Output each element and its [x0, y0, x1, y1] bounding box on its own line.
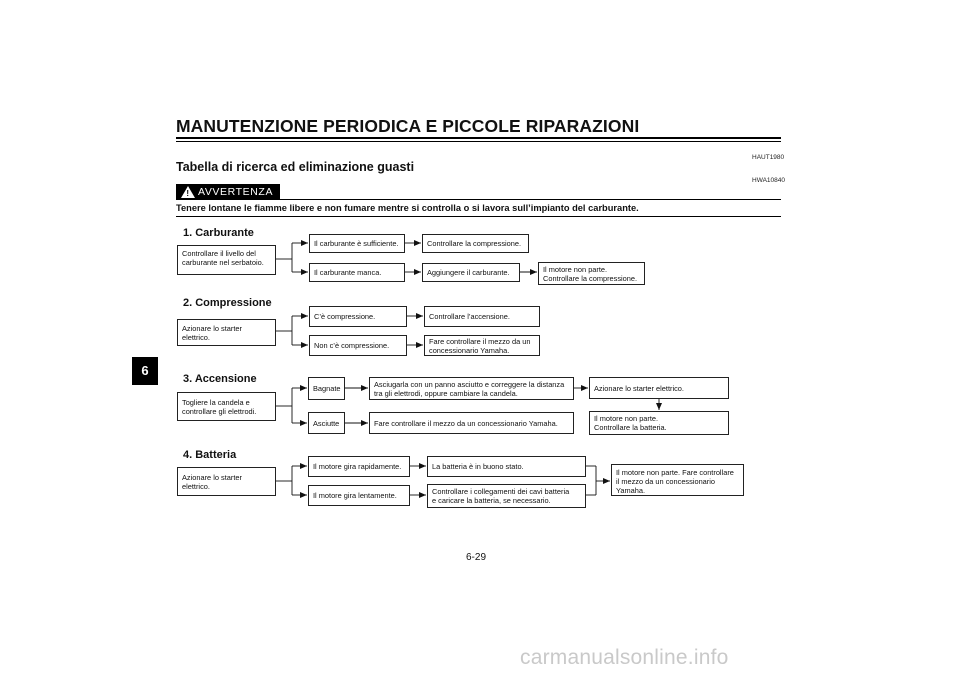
engine-slow-box: Il motore gira lentamente. — [308, 485, 410, 506]
ignition-start-box: Azionare lo starter elettrico. — [589, 377, 729, 399]
section-title: Tabella di ricerca ed eliminazione guasti — [176, 160, 415, 174]
fuel-missing-box: Il carburante manca. — [309, 263, 405, 282]
engine-fast-box: Il motore gira rapidamente. — [308, 456, 410, 477]
section-3-title: 3. Accensione — [183, 373, 257, 385]
warning-code: HWA10840 — [752, 177, 785, 184]
dry-electrodes-box: Asciutte — [308, 412, 345, 434]
watermark: carmanualsonline.info — [520, 646, 729, 669]
check-compression-box: Controllare la compressione. — [422, 234, 529, 253]
warning-badge-label: AVVERTENZA — [198, 186, 274, 198]
chapter-tab: 6 — [132, 357, 158, 385]
fuel-sufficient-box: Il carburante è sufficiente. — [309, 234, 405, 253]
ignition-dealer-box: Fare controllare il mezzo da un concessionario Yamaha. — [369, 412, 574, 434]
fuel-check-box: Controllare il livello del carburante nel serbatoio. — [177, 245, 276, 275]
compression-start-box: Azionare lo starter elettrico. — [177, 319, 276, 346]
no-compression-box: Non c’è compressione. — [309, 335, 407, 356]
section-2-title: 2. Compressione — [183, 297, 272, 309]
exclamation-icon: ! — [186, 189, 190, 198]
compression-ok-box: C’è compressione. — [309, 306, 407, 327]
battery-dealer-box: Il motore non parte. Fare controllare il mezzo da un concessionario Yamaha. — [611, 464, 744, 496]
section-1-title: 1. Carburante — [183, 227, 254, 239]
add-fuel-box: Aggiungere il carburante. — [422, 263, 520, 282]
section-code: HAUT1980 — [752, 154, 785, 161]
battery-good-box: La batteria è in buono stato. — [427, 456, 586, 477]
battery-charge-box: Controllare i collegamenti dei cavi batteria e caricare la batteria, se necessario. — [427, 484, 586, 508]
spark-plug-check-box: Togliere la candela e controllare gli elettrodi. — [177, 392, 276, 421]
fuel-engine-no-start-box: Il motore non parte. Controllare la compressione. — [538, 262, 645, 285]
section-4-title: 4. Batteria — [183, 449, 237, 461]
warning-text: Tenere lontane le fiamme libere e non fumare mentre si controlla o si lavora sull’impianto del carburante. — [176, 203, 639, 213]
wet-electrodes-box: Bagnate — [308, 377, 345, 400]
battery-start-box: Azionare lo starter elettrico. — [177, 467, 276, 496]
page-title: MANUTENZIONE PERIODICA E PICCOLE RIPARAZIONI — [176, 116, 640, 136]
check-ignition-box: Controllare l’accensione. — [424, 306, 540, 327]
compression-dealer-box: Fare controllare il mezzo da un concessionario Yamaha. — [424, 335, 540, 356]
ignition-engine-no-start-box: Il motore non parte. Controllare la batteria. — [589, 411, 729, 435]
dry-and-gap-box: Asciugarla con un panno asciutto e correggere la distanza tra gli elettrodi, oppure cambiare la candela. — [369, 377, 574, 400]
page-number: 6-29 — [466, 552, 487, 563]
